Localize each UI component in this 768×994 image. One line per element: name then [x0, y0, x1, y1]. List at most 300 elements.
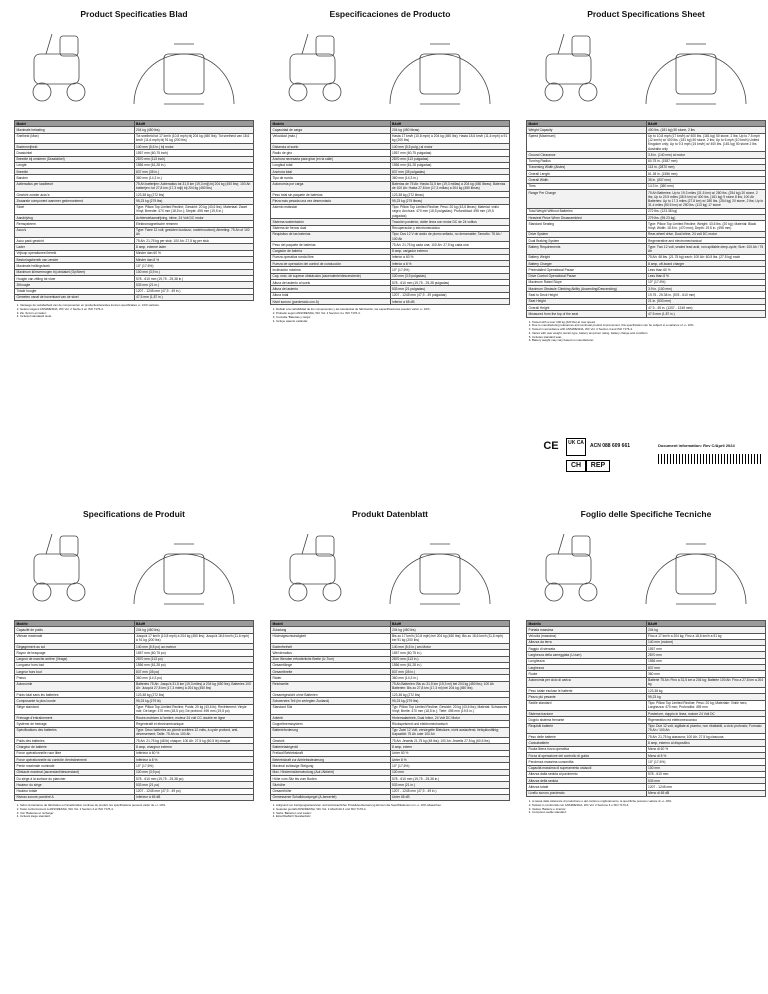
- spec-value: Rear-wheel drive, Dual Inline, 24 volt DC motor: [646, 231, 766, 237]
- spec-value: Meno di 8 %: [646, 752, 766, 758]
- spec-key: Banden: [15, 175, 135, 181]
- model-value: B&dH: [390, 121, 510, 127]
- spec-key: Inclinación máxima: [271, 267, 391, 273]
- spec-value: 578 - 610 mm: [646, 771, 766, 777]
- footnote: 4. Einschließlich Standardsitz.: [276, 815, 510, 819]
- spec-key: Maximum Rated Slope: [527, 279, 647, 285]
- spec-value: 1207 - 1245 mm (47,9 - 49 pulgadas): [390, 292, 510, 298]
- spec-value: Tipo: Due 12 volt, sigillate al piombo, non ribaltabili, a ciclo profondo; Formato: 75 Ah / 100 Ah: [646, 723, 766, 733]
- spec-key: Zum Wenden erforderliche Breite (U-Turn): [271, 656, 391, 662]
- spec-value: 272 lbs. (123.38 kg): [646, 208, 766, 214]
- spec-value: 95,23 kg: [646, 694, 766, 700]
- footnote: 3. Zie 'Accu's en laden'.: [20, 312, 254, 316]
- footnotes: [14, 304, 254, 319]
- spec-value: Unter 65 dB: [390, 794, 510, 800]
- model-value: B&dH: [646, 121, 766, 127]
- spec-value: Rigenerativo ed elettromeccanico: [646, 717, 766, 723]
- spec-key: Gesamtbreite: [271, 669, 391, 675]
- spec-key: Maximum klimvermogen bij obstakel (Op/Neer): [15, 269, 135, 275]
- spec-value: 837 mm (35 pulgadas): [390, 169, 510, 175]
- spec-key: Fuerza de operación del control de conducción: [271, 261, 391, 267]
- panel-fr: [14, 508, 254, 819]
- spec-value: 100 mm: [646, 765, 766, 771]
- spec-value: 204 kg (450 libras): [390, 127, 510, 133]
- spec-key: Dual Braking System: [527, 237, 647, 243]
- spec-key: Largeur de marche arrière (Virage): [15, 656, 135, 662]
- spec-key: Zithoogte: [15, 282, 135, 288]
- spec-value: Tot snelheid tot 17 km/h (10,8 mph) bij 204 kg (450 lbs); Tot snelheid van 18,6 km/h (11,6 mph) bij 91 kg (200 lbs): [134, 133, 254, 143]
- spec-value: Batteries 75 Ah: Jusqu'à 31,5 km (19,3 miles) à 204 kg (450 lbs); Batteries 100 Ah: Jusqu'à 27,8 km (17,3 miles) à 204 kg (450 lbs): [134, 681, 254, 691]
- spec-key: Requisitos de las baterías: [271, 231, 391, 241]
- panel-title: Produkt Datenblatt: [351, 509, 429, 519]
- footnotes: [270, 804, 510, 819]
- spec-value: 1207 - 1245 mm (47,9 - 49 in.): [390, 788, 510, 794]
- scooter-diagram: [14, 24, 254, 114]
- spec-value: 2870 mm (113 pulgadas): [390, 156, 510, 162]
- spec-value: 140 mm (motore): [646, 639, 766, 645]
- footnotes: [526, 800, 766, 815]
- spec-key: Requisiti batterie: [527, 723, 647, 733]
- spec-value: 35 in. (837 mm): [646, 177, 766, 183]
- spec-value: 140 mm (5,5 in.) am Motor: [390, 644, 510, 650]
- spec-key: Longueur hors tout: [15, 662, 135, 668]
- spec-key: Measured from the top of the seat: [527, 311, 647, 317]
- model-value: B&dH: [646, 621, 766, 627]
- footnote: 1. A causa delle tolleranze di produzione e del continuo miglioramento, le specifiche possono variare di +/- 10%.: [532, 800, 766, 804]
- footnote: 5. Includes standard seat.: [532, 336, 766, 340]
- spec-value: Typ: Zwei 12 Volt, versiegelte Bleisäure, nicht auslaufend, tiefzyklusfähig; Kapazität: 75 Ah oder 100 Ah: [390, 727, 510, 737]
- spec-key: Raggio di sterzata: [527, 646, 647, 652]
- spec-key: Freilauf Betriebskraft: [271, 750, 391, 756]
- spec-value: 75 Ah: 21,75 kg per stuk; 100 Ah: 27,5 kg per stuk: [134, 238, 254, 244]
- spec-value: Minder dan 60 %: [134, 250, 254, 256]
- spec-key: Traversing Width (Aisles): [527, 164, 647, 170]
- spec-value: Tipo: Dos 12 V de ácido de plomo sellado, no derramable; Tamaño: 75 Ah / 100 Ah: [390, 231, 510, 241]
- footnote: 1. Selon la tolérance de fabrication et l'amélioration continue du produit, les spécifications peuvent varier de +/- 10%.: [20, 804, 254, 808]
- spec-value: 1207 - 1245 mm: [646, 784, 766, 790]
- spec-value: 140 mm (5,5 in.) bij motor: [134, 144, 254, 150]
- spec-key: Remsysteem: [15, 221, 135, 227]
- spec-value: 1207 - 1245 mm (47,9 - 49 po): [134, 788, 254, 794]
- spec-table-fr: [14, 620, 254, 801]
- spec-key: Betriebskraft zur Antriebssteuerung: [271, 757, 391, 763]
- spec-key: Drive System: [527, 231, 647, 237]
- spec-key: Standard Seating: [527, 221, 647, 231]
- spec-value: 578 - 610 mm (19,75 - 25,38 pulgadas): [390, 280, 510, 286]
- spec-value: 360 mm (14,3 in.): [390, 675, 510, 681]
- spec-key: Stoel: [15, 204, 135, 214]
- spec-key: Preinstalled Operational Pause: [527, 267, 647, 273]
- spec-key: Breedte: [15, 169, 135, 175]
- spec-value: 360 mm (14,3 in.): [390, 175, 510, 181]
- spec-value: 100 mm: [390, 769, 510, 775]
- spec-key: Poids des batteries: [15, 738, 135, 744]
- spec-key: Larghezza della carreggiata (U-turn): [527, 652, 647, 658]
- spec-key: Caricabatterie: [527, 740, 647, 746]
- model-header: Modello: [527, 621, 647, 627]
- spec-key: Pendenza massima consentita: [527, 759, 647, 765]
- spec-key: Accu pack gewicht: [15, 238, 135, 244]
- scooter-diagram: [526, 524, 766, 614]
- spec-value: Minder dan 8 %: [134, 257, 254, 263]
- spec-key: Seat to Deck Height: [527, 292, 647, 298]
- panel-title: Product Specifications Sheet: [587, 9, 705, 19]
- spec-value: 400 lbs. (181 kg) 50 stone, 2 lbs: [646, 127, 766, 133]
- spec-value: 2870 mm (113 in.): [390, 656, 510, 662]
- scooter-diagram-svg: [526, 24, 766, 114]
- spec-key: Accu's: [15, 227, 135, 237]
- panel-title: Foglio delle Specifiche Tecniche: [580, 509, 712, 519]
- spec-value: 75 Ah: 21,75 kg (48 lb) chaque; 100 Ah: 27,5 kg (60,5 lb) chaque: [134, 738, 254, 744]
- panel-es: [270, 8, 510, 323]
- spec-key: Battery Weight: [527, 254, 647, 260]
- spec-key: Altura del asiento: [271, 286, 391, 292]
- spec-value: 1556 mm (61,28 pulgadas): [390, 162, 510, 168]
- spec-value: 279 lbs. (95.23 kg): [646, 214, 766, 220]
- spec-value: 47.9 - 49 in. (1207 - 1245 mm): [646, 305, 766, 311]
- spec-value: 140 mm (5,5 po) au moteur: [134, 644, 254, 650]
- spec-key: Schwerstes Teil (im zerlegten Zustand): [271, 698, 391, 704]
- spec-key: Ruote: [527, 671, 647, 677]
- model-header: Model: [527, 121, 647, 127]
- spec-key: Tires: [527, 183, 647, 189]
- spec-value: 100 mm (3,9 in.): [134, 269, 254, 275]
- spec-key: Snelheid (Max): [15, 133, 135, 143]
- spec-key: Capacité de poids: [15, 627, 135, 633]
- spec-key: Antrieb: [271, 715, 391, 721]
- spec-key: Overall Width: [527, 177, 647, 183]
- spec-value: 75 Ah: 48 lbs. (21.75 kg) each; 100 Ah: 60.5 lbs. (27.5 kg) each: [646, 254, 766, 260]
- spec-value: 8 amp, chargeur externe: [134, 744, 254, 750]
- footnotes: [14, 804, 254, 819]
- spec-value: Tracción posterior, doble línea con motor DC de 24 voltios: [390, 219, 510, 225]
- model-header: Modelo: [271, 121, 391, 127]
- footnote: 1. Debido a la variabilidad de los componentes y las tolerancias de fabricación, las especificaciones pueden variar +/- 10%.: [276, 308, 510, 312]
- footnote: 3. Vedere 'Batterie e ricarica'.: [532, 808, 766, 812]
- spec-key: Overall Height: [527, 305, 647, 311]
- panel-it: [526, 508, 766, 815]
- ch-rep-mark-ch: CH: [566, 460, 586, 472]
- footnote: 3. Tested in accordance with ANSI/RESNA, WC Vol. 2 Section 4 and ISO 7176-4.: [532, 328, 766, 332]
- model-value: B&dH: [390, 621, 510, 627]
- spec-value: 10° (17,6%): [134, 763, 254, 769]
- spec-key: Gesamtlänge: [271, 662, 391, 668]
- panel-title: Especificaciones de Producto: [329, 9, 451, 19]
- spec-value: 10° (17,6%): [134, 263, 254, 269]
- spec-value: Typ: Pillow Top Limited Recline; Gewicht: 20 kg (43,6 lbs); Material: Schwarzes Vinyl; Breite: 470 mm (18,5 in.); Tiefe: 495 mm (19,5 in.): [390, 704, 510, 714]
- spec-key: Hauteur du siège: [15, 782, 135, 788]
- spec-value: 1556 mm: [646, 658, 766, 664]
- spec-value: 1557 mm (60,75 in.): [390, 650, 510, 656]
- spec-key: Draaicirkel: [15, 150, 135, 156]
- spec-key: Gewicht: [271, 738, 391, 744]
- spec-key: Nivel sonoro (ponderado con A): [271, 298, 391, 304]
- spec-value: 95,23 kg (279 lbs): [390, 698, 510, 704]
- spec-key: Chargeur de batterie: [15, 744, 135, 750]
- spec-key: Maximum Obstacle Climbing Ability (Ascending/Descending): [527, 286, 647, 292]
- spec-value: 2870 mm (113 inch): [134, 156, 254, 162]
- footnote: 1. Tested with a user 100 kg (220 lbs) at max speed.: [532, 321, 766, 325]
- spec-key: Besturingsbereik van zender: [15, 257, 135, 263]
- spec-table-es: [270, 120, 510, 305]
- spec-value: 60.75 in. (1557 mm): [646, 158, 766, 164]
- spec-key: Ruota libera forza operativa: [527, 746, 647, 752]
- model-header: Modèle: [15, 621, 135, 627]
- spec-value: 123,38 kg (272 lbs): [134, 192, 254, 198]
- spec-key: Speed (Maximum): [527, 133, 647, 152]
- spec-value: 3.8 in. (140 mm) at motor: [646, 152, 766, 158]
- spec-value: Achterwielaandrijving, inline, 24 Volt DC motor: [134, 215, 254, 221]
- spec-value: 533 mm (21 in.): [134, 282, 254, 288]
- spec-value: 360 mm (14,3 in.): [134, 175, 254, 181]
- spec-key: Total Weight Without Batteries: [527, 208, 647, 214]
- spec-key: Anchura total: [271, 169, 391, 175]
- spec-key: Overall Length: [527, 171, 647, 177]
- spec-key: Max. Hindernisüberwindung (Auf-/Abfahrt): [271, 769, 391, 775]
- footnote: 2. Testé conformément à ANSI/RESNA, WC Vol. 2 Section 4 et ISO 7176-4.: [20, 808, 254, 812]
- spec-key: Velocidad (máx.): [271, 133, 391, 143]
- spec-key: Cap. máx. de superar obstáculos (ascendente/descendente): [271, 273, 391, 279]
- spec-value: 1556 mm (61,28 po): [134, 662, 254, 668]
- footnotes: [270, 308, 510, 323]
- spec-key: Vitesse maximale: [15, 633, 135, 643]
- spec-key: Pezzo più pesante: [527, 694, 647, 700]
- spec-value: 14.3 in. (360 mm): [646, 183, 766, 189]
- spec-value: Posteriore, doppio in linea, motore 24 Volt DC: [646, 711, 766, 717]
- spec-key: Sistema sustentación: [271, 219, 391, 225]
- spec-value: 75 Ah Batteries: Up to 19.3 miles (31.5 km) w/ 280 lbs. (254 kg) 20 stone, 2 lbs; Up to 23.9 miles (38.5 km) w/ 400 lbs. (181 kg) 9 stone 8 lbs; 100 Ah Batteries: Up to 17.3 miles (27.8 km) w/ 280 lbs. (254 kg) 20 stone, 2 lbs; Up to 31.4 miles (50.5 km) w/ 250 lbs. (113 kg) 17 stone: [646, 190, 766, 209]
- spec-value: 10° (17,6%): [646, 759, 766, 765]
- spec-key: Doppio sistema frenante: [527, 717, 647, 723]
- spec-value: 1556 mm (61,28 in.): [390, 662, 510, 668]
- spec-value: 113 in. (2870 mm): [646, 164, 766, 170]
- spec-key: Capacidad de carga: [271, 127, 391, 133]
- footnotes: [526, 321, 766, 344]
- scooter-diagram-svg: [270, 24, 510, 114]
- spec-value: Inférieur à 8 %: [134, 757, 254, 763]
- spec-value: Type: Deux batteries au plomb scellées 12 volts, à cycle profond, anti-déversement; Taille: 75 Ah ou 100 Ah: [134, 727, 254, 737]
- spec-key: Poids total sans les batteries: [15, 692, 135, 698]
- panel-title: Product Specificaties Blad: [80, 9, 188, 19]
- spec-value: 837 mm: [646, 665, 766, 671]
- spec-key: Pente maximale nominale: [15, 763, 135, 769]
- spec-value: 837 mm (35 po): [134, 669, 254, 675]
- spec-value: 2870 mm: [646, 652, 766, 658]
- spec-value: 61 28 in. (1556 mm): [646, 171, 766, 177]
- spec-value: 533 mm (21 in.): [390, 782, 510, 788]
- spec-key: Freinage d'entraînement: [15, 715, 135, 721]
- spec-key: Distancia al suelo: [271, 144, 391, 150]
- spec-key: Reichweite: [271, 681, 391, 691]
- spec-value: 95,23 kg (279 lb): [134, 698, 254, 704]
- spec-value: Regenerative and electromechanical: [646, 237, 766, 243]
- spec-key: Zwaarste component wanneer gedemonteerd: [15, 198, 135, 204]
- spec-key: Niveau sonore pondéré A: [15, 794, 135, 800]
- spec-value: 123,38 kg: [646, 688, 766, 694]
- scooter-diagram: [526, 24, 766, 114]
- spec-value: Unter 60 %: [390, 750, 510, 756]
- spec-value: 19.75 - 25.38 in. (578 - 610 mm): [646, 292, 766, 298]
- barcode: [658, 454, 762, 464]
- spec-value: Inférieur à 60 %: [134, 750, 254, 756]
- spec-key: Totale hoogte: [15, 288, 135, 294]
- scooter-diagram-svg: [270, 524, 510, 614]
- spec-table-en: [526, 120, 766, 318]
- footnote: 4. Compreso sedile standard.: [532, 811, 766, 815]
- spec-value: 578 - 610 mm (19,75 - 25,38 in.): [390, 775, 510, 781]
- spec-value: Recuperación y electromecánico: [390, 225, 510, 231]
- spec-value: Hasta 17 km/h (10,8 mph) a 204 kg (450 lbs); Hasta 18,6 km/h (11,6 mph) a 91 kg (200 lbs): [390, 133, 510, 143]
- scooter-diagram: [14, 524, 254, 614]
- spec-value: 360 mm: [646, 671, 766, 677]
- spec-key: Asiento estándar: [271, 204, 391, 219]
- spec-key: Tipo de rueda: [271, 175, 391, 181]
- footnote: 2. Getest volgens ANSI/RESNA, WC Vol. 2 Sectie 4 en ISO 7176-4.: [20, 308, 254, 312]
- scooter-diagram-svg: [14, 524, 254, 614]
- spec-key: Force opérationnelle roue libre: [15, 750, 135, 756]
- spec-key: Wenderadius: [271, 650, 391, 656]
- spec-value: Inferior a 60 %: [390, 254, 510, 260]
- spec-value: Baterías de 75 Ah: Hasta 31,5 km (19,3 millas) a 204 kg (450 libras); Baterías de 100 Ah: Hasta 27,8 km (17,3 millas) a 204 kg (450 libras): [390, 181, 510, 191]
- spec-key: Zuladung: [271, 627, 391, 633]
- footnote: 4. Varies with user weight, terrain type, battery amp-hour rating, battery charge and condition.: [532, 332, 766, 336]
- spec-value: Unter 8 %: [390, 757, 510, 763]
- spec-key: Turning Radius: [527, 158, 647, 164]
- spec-value: 10° (17,6%): [390, 763, 510, 769]
- spec-value: Up to 10.8 mph (17 km/h) w/ 400 lbs. (181 kg) 50 stone, 2 lbs; Up to 7.5 mph (12 km/h) w/ 400 lbs. (181 kg) 50 stone, 2 lbs; Up to 6 mph (10 km/h) United Kingdom only; Up to 9.3 mph (15 km/h) w/ 400 lbs. (181 kg) 50 stone 2 lbs Australia only: [646, 133, 766, 152]
- spec-key: Range Per Charge: [527, 190, 647, 209]
- spec-key: Altura del asiento al suelo: [271, 280, 391, 286]
- spec-value: 123,38 kg (272 lbs): [134, 692, 254, 698]
- spec-table-it: [526, 620, 766, 797]
- spec-key: Maximal zulässige Steigung: [271, 763, 391, 769]
- spec-value: 1557 mm (60,75 pulgadas): [390, 150, 510, 156]
- spec-key: Battery Requirements: [527, 244, 647, 254]
- spec-table-nl: [14, 120, 254, 301]
- spec-key: Gewicht zonder accu's: [15, 192, 135, 198]
- spec-value: 100 mm (3,9 pulgadas): [390, 273, 510, 279]
- spec-key: Du siège à la surface du plancher: [15, 775, 135, 781]
- spec-value: 204 kg: [646, 627, 766, 633]
- spec-key: Largeur hors tout: [15, 669, 135, 675]
- spec-value: Less than 60 %: [646, 267, 766, 273]
- spec-value: 8 amp, esterno al dispositivo: [646, 740, 766, 746]
- spec-key: Velocità (massima): [527, 633, 647, 639]
- spec-key: Siège standard: [15, 704, 135, 714]
- spec-key: Longitud total: [271, 162, 391, 168]
- spec-key: Seat Height: [527, 298, 647, 304]
- spec-value: 8 amp, extern: [390, 744, 510, 750]
- spec-key: Batterieforderung: [271, 727, 391, 737]
- spec-value: 204 kg (450 lbs): [390, 627, 510, 633]
- spec-value: Régénératif et électromécanique: [134, 721, 254, 727]
- scooter-diagram: [270, 524, 510, 614]
- model-value: B&dH: [134, 621, 254, 627]
- spec-value: Rückspeisend und elektromechanisch: [390, 721, 510, 727]
- panel-title: Specifications de Produit: [82, 509, 186, 519]
- panel-en: [526, 8, 766, 343]
- spec-key: Peso delle batterie: [527, 734, 647, 740]
- spec-value: 8 amp, cargador externo: [390, 248, 510, 254]
- spec-value: Tipo: Pillow Top Limited Recline; Peso: 20 kg (43,6 libras); Material: vinilo negro; Anchura: 470 mm (18,5 pulgadas); Profundidad: 495 mm (19,5 pulgadas): [390, 204, 510, 219]
- model-header: Model: [15, 121, 135, 127]
- spec-key: Peso total sin paquete de baterías: [271, 192, 391, 198]
- spec-value: 75 Ah batterijen: Actieradius tot 31,5 km (19,3 mijl) bij 204 kg (450 lbs); 100 Ah batterijen: tot 27,8 km (17,3 mijl) bij 204 kg (450 lbs): [134, 181, 254, 191]
- ch-rep-mark-rep: REP: [586, 460, 610, 472]
- spec-value: 837 mm (35 in.): [390, 669, 510, 675]
- spec-key: Heaviest Piece When Disassembled: [527, 214, 647, 220]
- spec-value: 95,23 kg (279 libras): [390, 198, 510, 204]
- spec-value: Fino a 17 km/h a 204 kg; Fino a 18,6 km/h a 91 kg: [646, 633, 766, 639]
- spec-value: 10° (17,6%): [390, 267, 510, 273]
- spec-key: Système de freinage: [15, 721, 135, 727]
- spec-value: Jusqu'à 17 km/h (10,8 mph) à 204 kg (450 lbs); Jusqu'à 18,6 km/h (11,6 mph) à 91 kg (200 lbs): [134, 633, 254, 643]
- spec-value: 140 mm (5,5 pulg.) al motor: [390, 144, 510, 150]
- spec-value: 47,5 mm (1,87 in.): [134, 294, 254, 300]
- footnote: 6. Battery weight may vary based on manufacturer.: [532, 339, 766, 343]
- spec-value: 21 in. (533 mm): [646, 298, 766, 304]
- spec-value: Type: Pillow Top Limited Recline; Poids: 20 kg (43,6 lb); Revêtement: Vinyle noir; De large: 470 mm (18,5 po); De profond: 495 mm (19,5 po): [134, 704, 254, 714]
- spec-value: 123,38 kg (272 libras): [390, 192, 510, 198]
- spec-value: 1557 mm (60,75 inch): [134, 150, 254, 156]
- footnote: 2. Due to manufacturing tolerances and continual product improvement, this specification can be subject to a variance of +/- 10%.: [532, 324, 766, 328]
- footnote: 4. Incluant siège standard.: [20, 815, 254, 819]
- spec-value: 3.9 in. (100 mm): [646, 286, 766, 292]
- scooter-diagram: [270, 24, 510, 114]
- spec-key: Lengte: [15, 162, 135, 168]
- scooter-diagram-svg: [526, 524, 766, 614]
- spec-key: Pneus: [15, 675, 135, 681]
- spec-key: Sistema de frenos dual: [271, 225, 391, 231]
- spec-value: Type: Pillow Top Limited Recline; Gewicht: 20 kg (43,6 lbs); Materiaal: Zwart Vinyl; Breedte: 470 mm (18,5 in.); Diepte: 495 mm (19,5 in.): [134, 204, 254, 214]
- spec-value: 837 mm (35 in.): [134, 169, 254, 175]
- spec-key: Pieza más pesada una vez desmontado: [271, 198, 391, 204]
- spec-value: Inferior a 8 %: [390, 261, 510, 267]
- spec-value: 123,38 kg (272 lbs): [390, 692, 510, 698]
- spec-key: Capacità massima di superamento ostacoli: [527, 765, 647, 771]
- spec-key: Livello sonoro ponderato: [527, 790, 647, 796]
- spec-key: Gemeten vanaf de bovenkant van de stoel: [15, 294, 135, 300]
- spec-key: Maximale hellingshoek: [15, 263, 135, 269]
- panel-de: [270, 508, 510, 819]
- spec-key: Gesamtgewicht ohne Batterien: [271, 692, 391, 698]
- spec-key: Standard Sitz: [271, 704, 391, 714]
- spec-key: Forza di operazione del controllo di guida: [527, 752, 647, 758]
- spec-value: Elektromagnetische remmen: [134, 221, 254, 227]
- footnote: 2. Testato in conformità con ANSI/RESNA, WC Vol. 2 Sezione 4 e ISO 7176-4.: [532, 804, 766, 808]
- ukca-mark: UK CA: [566, 438, 586, 456]
- spec-value: 47.5 mm (1.87 in.): [646, 311, 766, 317]
- spec-key: Gesamthöhe: [271, 788, 391, 794]
- spec-value: Tipo: Pillow Top Limited Recline; Peso: 20 kg; Materiale: Vinile nero; Larghezza: 470 mm; Profondità: 495 mm: [646, 700, 766, 710]
- model-header: Modell: [271, 621, 391, 627]
- spec-value: 578 - 610 mm (19,75 - 25,38 po): [134, 775, 254, 781]
- spec-value: Meno di 60 %: [646, 746, 766, 752]
- spec-key: Autonomia per ciclo di carica: [527, 677, 647, 687]
- spec-value: 100 mm (3,9 po): [134, 769, 254, 775]
- document-information: Document information: Rev C/April 2024: [658, 443, 735, 448]
- spec-key: Radio de giro: [271, 150, 391, 156]
- spec-value: 8 amp, off-board charger: [646, 260, 766, 266]
- spec-key: Dégagement au sol: [15, 644, 135, 650]
- spec-key: Bodenfreiheit: [271, 644, 391, 650]
- spec-key: Fuerza operativa rueda libre: [271, 254, 391, 260]
- spec-key: Gemessener Schalldruckpegel (A-bewertet): [271, 794, 391, 800]
- spec-key: Sedile standard: [527, 700, 647, 710]
- spec-value: Type: Two 12 volt, sealed lead acid, non-spillable deep-cycle; Size: 100 Ah / 75 Ah: [646, 244, 766, 254]
- spec-key: Altezza dalla seduta al pavimento: [527, 771, 647, 777]
- spec-key: Rayon de braquage: [15, 650, 135, 656]
